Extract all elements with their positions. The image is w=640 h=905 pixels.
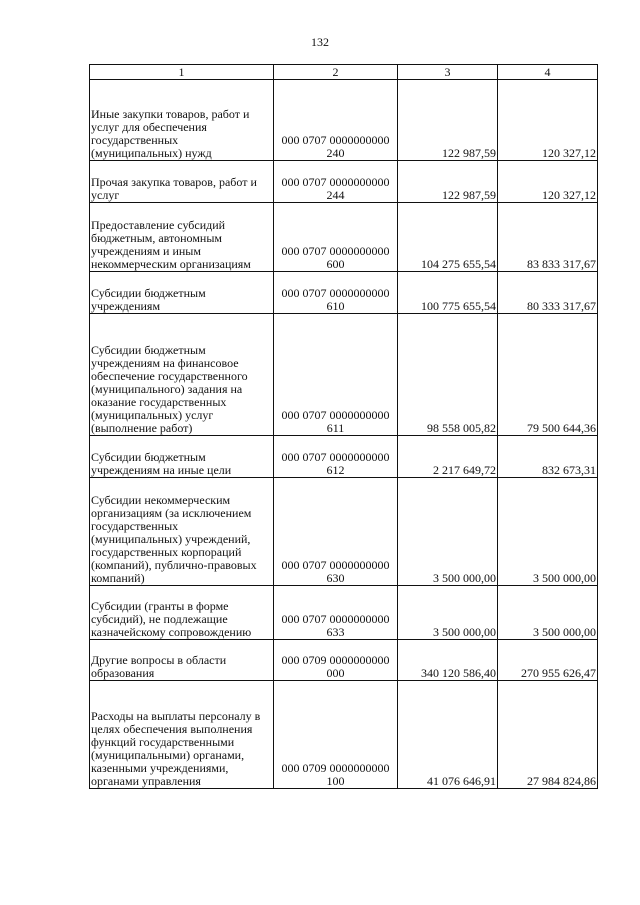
column-header: 4 [498,65,598,80]
row-value-col3: 41 076 646,91 [398,681,498,789]
page-number: 132 [311,35,329,49]
code-bottom: 633 [326,625,345,639]
table-row [90,161,598,203]
row-code [274,681,398,789]
code-bottom: 600 [326,257,345,271]
row-code [274,80,398,161]
row-value-col3: 98 558 005,82 [398,314,498,436]
budget-table [89,64,598,789]
column-header: 1 [90,65,274,80]
row-name: Прочая закупка товаров, работ и услуг [90,161,274,203]
row-value-col3: 3 500 000,00 [398,586,498,640]
row-name: Субсидии (гранты в форме субсидий), не подлежащие казначейскому сопровождению [90,586,274,640]
row-code [274,161,398,203]
row-name: Предоставление субсидий бюджетным, автономным учреждениям и иным некоммерческим организациям [90,203,274,272]
row-value-col4: 832 673,31 [498,436,598,478]
code-bottom: 611 [326,421,345,435]
row-value-col4: 3 500 000,00 [498,586,598,640]
code-bottom: 612 [326,463,345,477]
row-code [274,478,398,586]
code-top: 000 0707 0000000000 [281,244,390,258]
row-code [274,272,398,314]
code-top: 000 0707 0000000000 [281,133,390,147]
row-name: Субсидии бюджетным учреждениям на финансовое обеспечение государственного (муниципального) задания на оказание государственных (муниципальных) услуг (выполнение работ) [90,314,274,436]
code-bottom: 244 [326,188,345,202]
row-value-col4: 3 500 000,00 [498,478,598,586]
row-value-col4: 79 500 644,36 [498,314,598,436]
row-name: Субсидии бюджетным учреждениям на иные цели [90,436,274,478]
row-code [274,436,398,478]
row-value-col3: 122 987,59 [398,80,498,161]
row-code [274,314,398,436]
code-bottom: 610 [326,299,345,313]
row-name: Иные закупки товаров, работ и услуг для обеспечения государственных (муниципальных) нужд [90,80,274,161]
column-header: 3 [398,65,498,80]
row-value-col3: 3 500 000,00 [398,478,498,586]
row-value-col3: 340 120 586,40 [398,640,498,681]
row-name: Субсидии бюджетным учреждениям [90,272,274,314]
table-row [90,80,598,161]
code-top: 000 0707 0000000000 [281,175,390,189]
row-name: Расходы на выплаты персоналу в целях обеспечения выполнения функций государственными (муниципальными) органами, казенными учреждениями, органами управления [90,681,274,789]
row-name: Другие вопросы в области образования [90,640,274,681]
row-value-col4: 270 955 626,47 [498,640,598,681]
row-code [274,586,398,640]
code-bottom: 630 [326,571,345,585]
row-value-col4: 27 984 824,86 [498,681,598,789]
code-top: 000 0709 0000000000 [281,653,390,667]
row-value-col4: 120 327,12 [498,161,598,203]
code-bottom: 100 [326,774,345,788]
code-top: 000 0707 0000000000 [281,408,390,422]
row-value-col3: 100 775 655,54 [398,272,498,314]
row-name: Субсидии некоммерческим организациям (за исключением государственных (муниципальных) учреждений, государственных корпораций (компаний), публично-правовых компаний) [90,478,274,586]
row-value-col4: 83 833 317,67 [498,203,598,272]
table-row [90,203,598,272]
row-code [274,640,398,681]
code-bottom: 240 [326,146,345,160]
table-row [90,640,598,681]
table-row [90,681,598,789]
code-top: 000 0707 0000000000 [281,286,390,300]
code-top: 000 0707 0000000000 [281,612,390,626]
table-row [90,586,598,640]
code-bottom: 000 [326,666,345,680]
table-header-row [90,65,598,80]
table-row [90,272,598,314]
column-header: 2 [274,65,398,80]
row-code [274,203,398,272]
row-value-col3: 2 217 649,72 [398,436,498,478]
table-row [90,314,598,436]
code-top: 000 0707 0000000000 [281,558,390,572]
row-value-col3: 122 987,59 [398,161,498,203]
row-value-col4: 120 327,12 [498,80,598,161]
table-row [90,436,598,478]
row-value-col3: 104 275 655,54 [398,203,498,272]
code-top: 000 0707 0000000000 [281,450,390,464]
table-row [90,478,598,586]
row-value-col4: 80 333 317,67 [498,272,598,314]
code-top: 000 0709 0000000000 [281,761,390,775]
